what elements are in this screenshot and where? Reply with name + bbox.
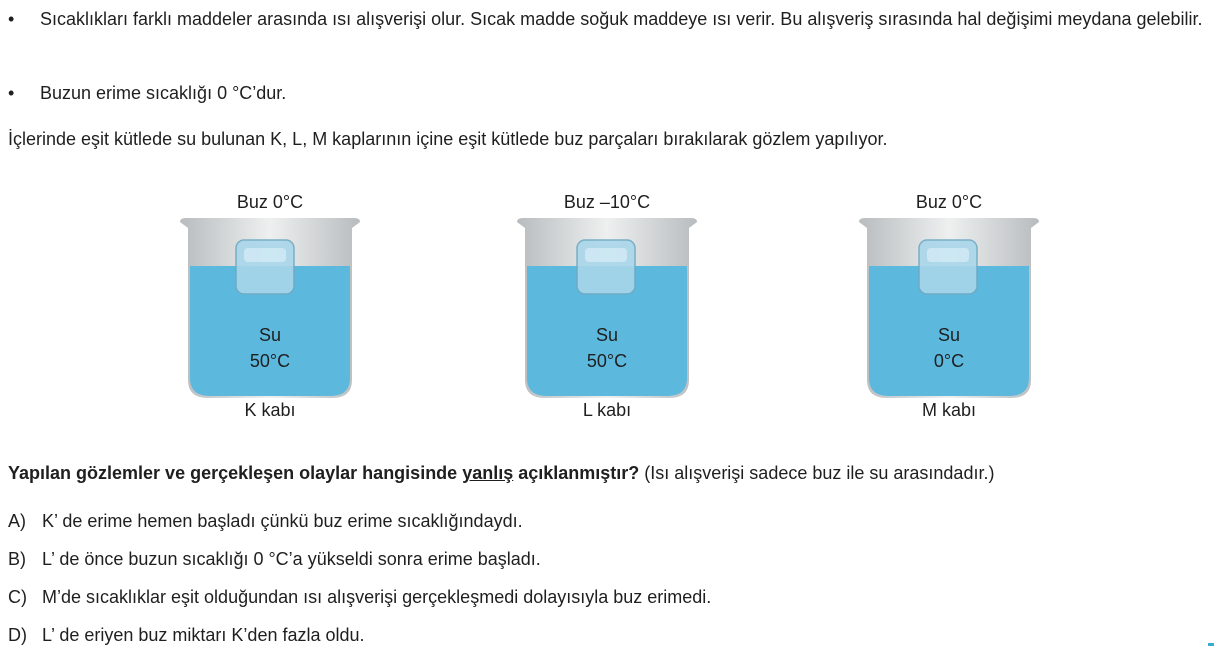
ice-label: Buz 0°C xyxy=(915,192,983,212)
option-text: M’de sıcaklıklar eşit olduğundan ısı alışverişi gerçekleşmedi dolayısıyla buz erimedi. xyxy=(42,587,712,607)
option-letter: C) xyxy=(8,587,27,607)
water-temp: 50°C xyxy=(586,351,628,371)
beaker-m xyxy=(859,190,1039,430)
question-stem-end: açıklanmıştır? xyxy=(513,463,640,483)
ice-label: Buz –10°C xyxy=(563,192,651,212)
bullet-marker: • xyxy=(8,9,15,29)
water-name: Su xyxy=(937,325,961,345)
water-temp: 50°C xyxy=(249,351,291,371)
option-letter: B) xyxy=(8,549,26,569)
question-keyword: yanlış xyxy=(462,463,514,483)
vessel-label: K kabı xyxy=(244,400,296,420)
option-text: L’ de eriyen buz miktarı K’den fazla oldu. xyxy=(42,625,365,645)
option-b[interactable] xyxy=(8,546,541,572)
water-name: Su xyxy=(258,325,282,345)
vessel-label: M kabı xyxy=(921,400,977,420)
question-stem: Yapılan gözlemler ve gerçekleşen olaylar hangisinde xyxy=(8,463,463,483)
beaker-l xyxy=(517,190,697,430)
bullet-text: Buzun erime sıcaklığı 0 °C’dur. xyxy=(40,83,287,103)
bullet-marker: • xyxy=(8,83,15,103)
water-name: Su xyxy=(595,325,619,345)
water-info xyxy=(180,322,360,374)
question-text xyxy=(8,460,1208,486)
water-temp: 0°C xyxy=(933,351,965,371)
question-note: (Isı alışverişi sadece buz ile su arasındadır.) xyxy=(639,463,995,483)
option-text: K’ de erime hemen başladı çünkü buz erime sıcaklığındaydı. xyxy=(42,511,523,531)
option-c[interactable] xyxy=(8,584,711,610)
bullet-text: Sıcaklıkları farklı maddeler arasında ısı alışverişi olur. Sıcak madde soğuk maddeye ısı verir. Bu alışveriş sırasında hal değişimi meydana gelebilir. xyxy=(40,9,1203,29)
vessel-label: L kabı xyxy=(582,400,632,420)
option-a[interactable] xyxy=(8,508,523,534)
water-info xyxy=(517,322,697,374)
option-letter: A) xyxy=(8,511,26,531)
option-letter: D) xyxy=(8,625,27,645)
ice-label: Buz 0°C xyxy=(236,192,304,212)
water-info xyxy=(859,322,1039,374)
corner-mark xyxy=(1208,643,1214,646)
intro-text: İçlerinde eşit kütlede su bulunan K, L, M kaplarının içine eşit kütlede buz parçaları bırakılarak gözlem yapılıyor. xyxy=(8,129,888,149)
option-d[interactable] xyxy=(8,622,365,648)
option-text: L’ de önce buzun sıcaklığı 0 °C’a yükseldi sonra erime başladı. xyxy=(42,549,541,569)
beaker-k xyxy=(180,190,360,430)
